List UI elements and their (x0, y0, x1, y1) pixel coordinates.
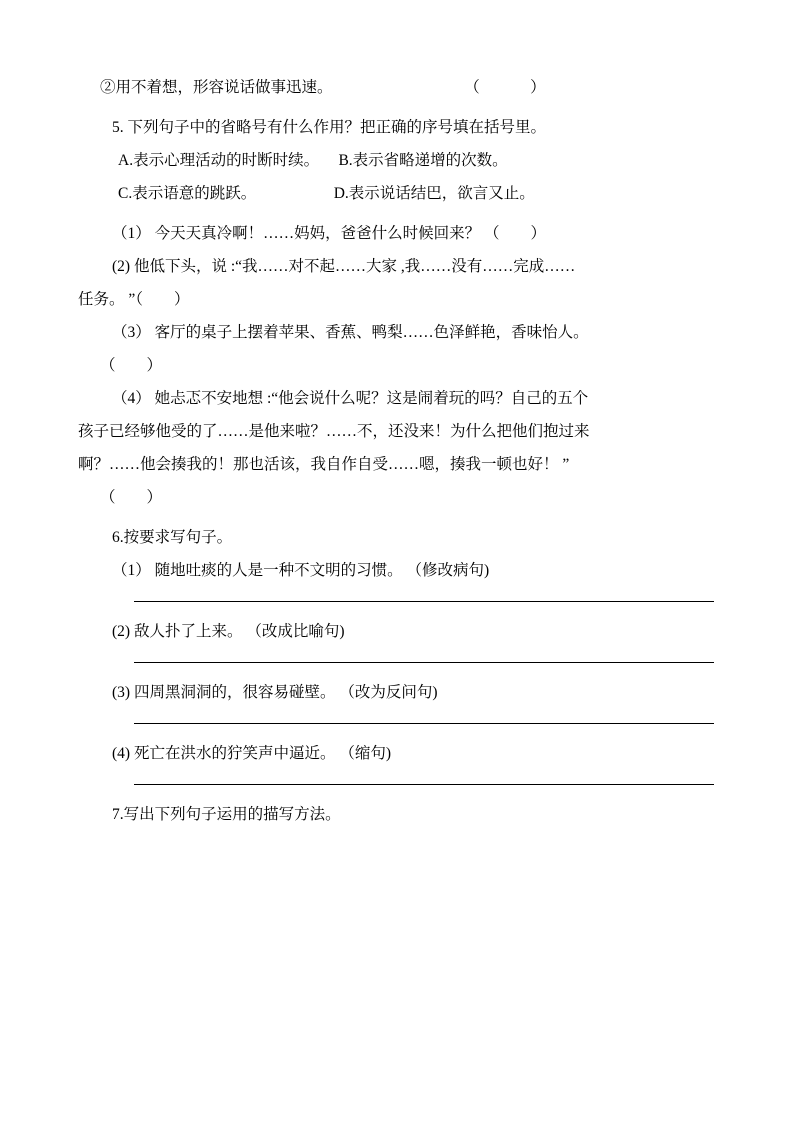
question-5-prompt: 5. 下列句子中的省略号有什么作用？把正确的序号填在括号里。 (112, 119, 547, 136)
question-6-sub-3: (3) 四周黑洞洞的，很容易碰壁。 （改为反问句) (112, 684, 438, 701)
answer-blank-line[interactable] (134, 722, 714, 724)
question-6-sub-2: (2) 敌人扑了上来。 （改成比喻句) (112, 623, 345, 640)
question-5-sub-4: （4） 她忐忑不安地想 :“他会说什么呢？这是闹着玩的吗？自己的五个 (112, 390, 589, 407)
answer-blank-line[interactable] (134, 783, 714, 785)
question-7-prompt: 7.写出下列句子运用的描写方法。 (112, 806, 341, 823)
question-6-sub-4: (4) 死亡在洪水的狞笑声中逼近。 （缩句) (112, 745, 391, 762)
question-5-sub-4-bracket: （ ） (100, 489, 163, 506)
question-5-sub-4-cont-2: 啊？……他会揍我的！那也活该，我自作自受……嗯，揍我一顿也好！ ” (78, 456, 570, 473)
answer-blank-line[interactable] (134, 600, 714, 602)
question-6-prompt: 6.按要求写句子。 (112, 529, 233, 546)
question-4-item-2: ②用不着想，形容说话做事迅速。 （ ） (100, 79, 546, 96)
question-5-sub-4-cont-1: 孩子已经够他受的了……是他来啦？……不，还没来！为什么把他们抱过来 (78, 423, 590, 440)
question-5-sub-3: （3） 客厅的桌子上摆着苹果、香蕉、鸭梨……色泽鲜艳，香味怡人。 (112, 324, 589, 341)
question-5-sub-2-cont: 任务。 ”（ ） (78, 291, 190, 308)
question-5-options-ab: A.表示心理活动的时断时续。 B.表示省略递增的次数。 (118, 152, 508, 169)
question-6-sub-1: （1） 随地吐痰的人是一种不文明的习惯。 （修改病句) (112, 562, 490, 579)
answer-blank-line[interactable] (134, 661, 714, 663)
question-5-sub-2: (2) 他低下头，说 :“我……对不起……大家 ,我……没有……完成…… (112, 258, 576, 275)
question-5-sub-1: （1） 今天天真冷啊！……妈妈，爸爸什么时候回来？ （ ） (112, 225, 547, 242)
question-5-sub-3-bracket: （ ） (100, 357, 163, 374)
question-5-options-cd: C.表示语意的跳跃。 D.表示说话结巴，欲言又止。 (118, 185, 535, 202)
